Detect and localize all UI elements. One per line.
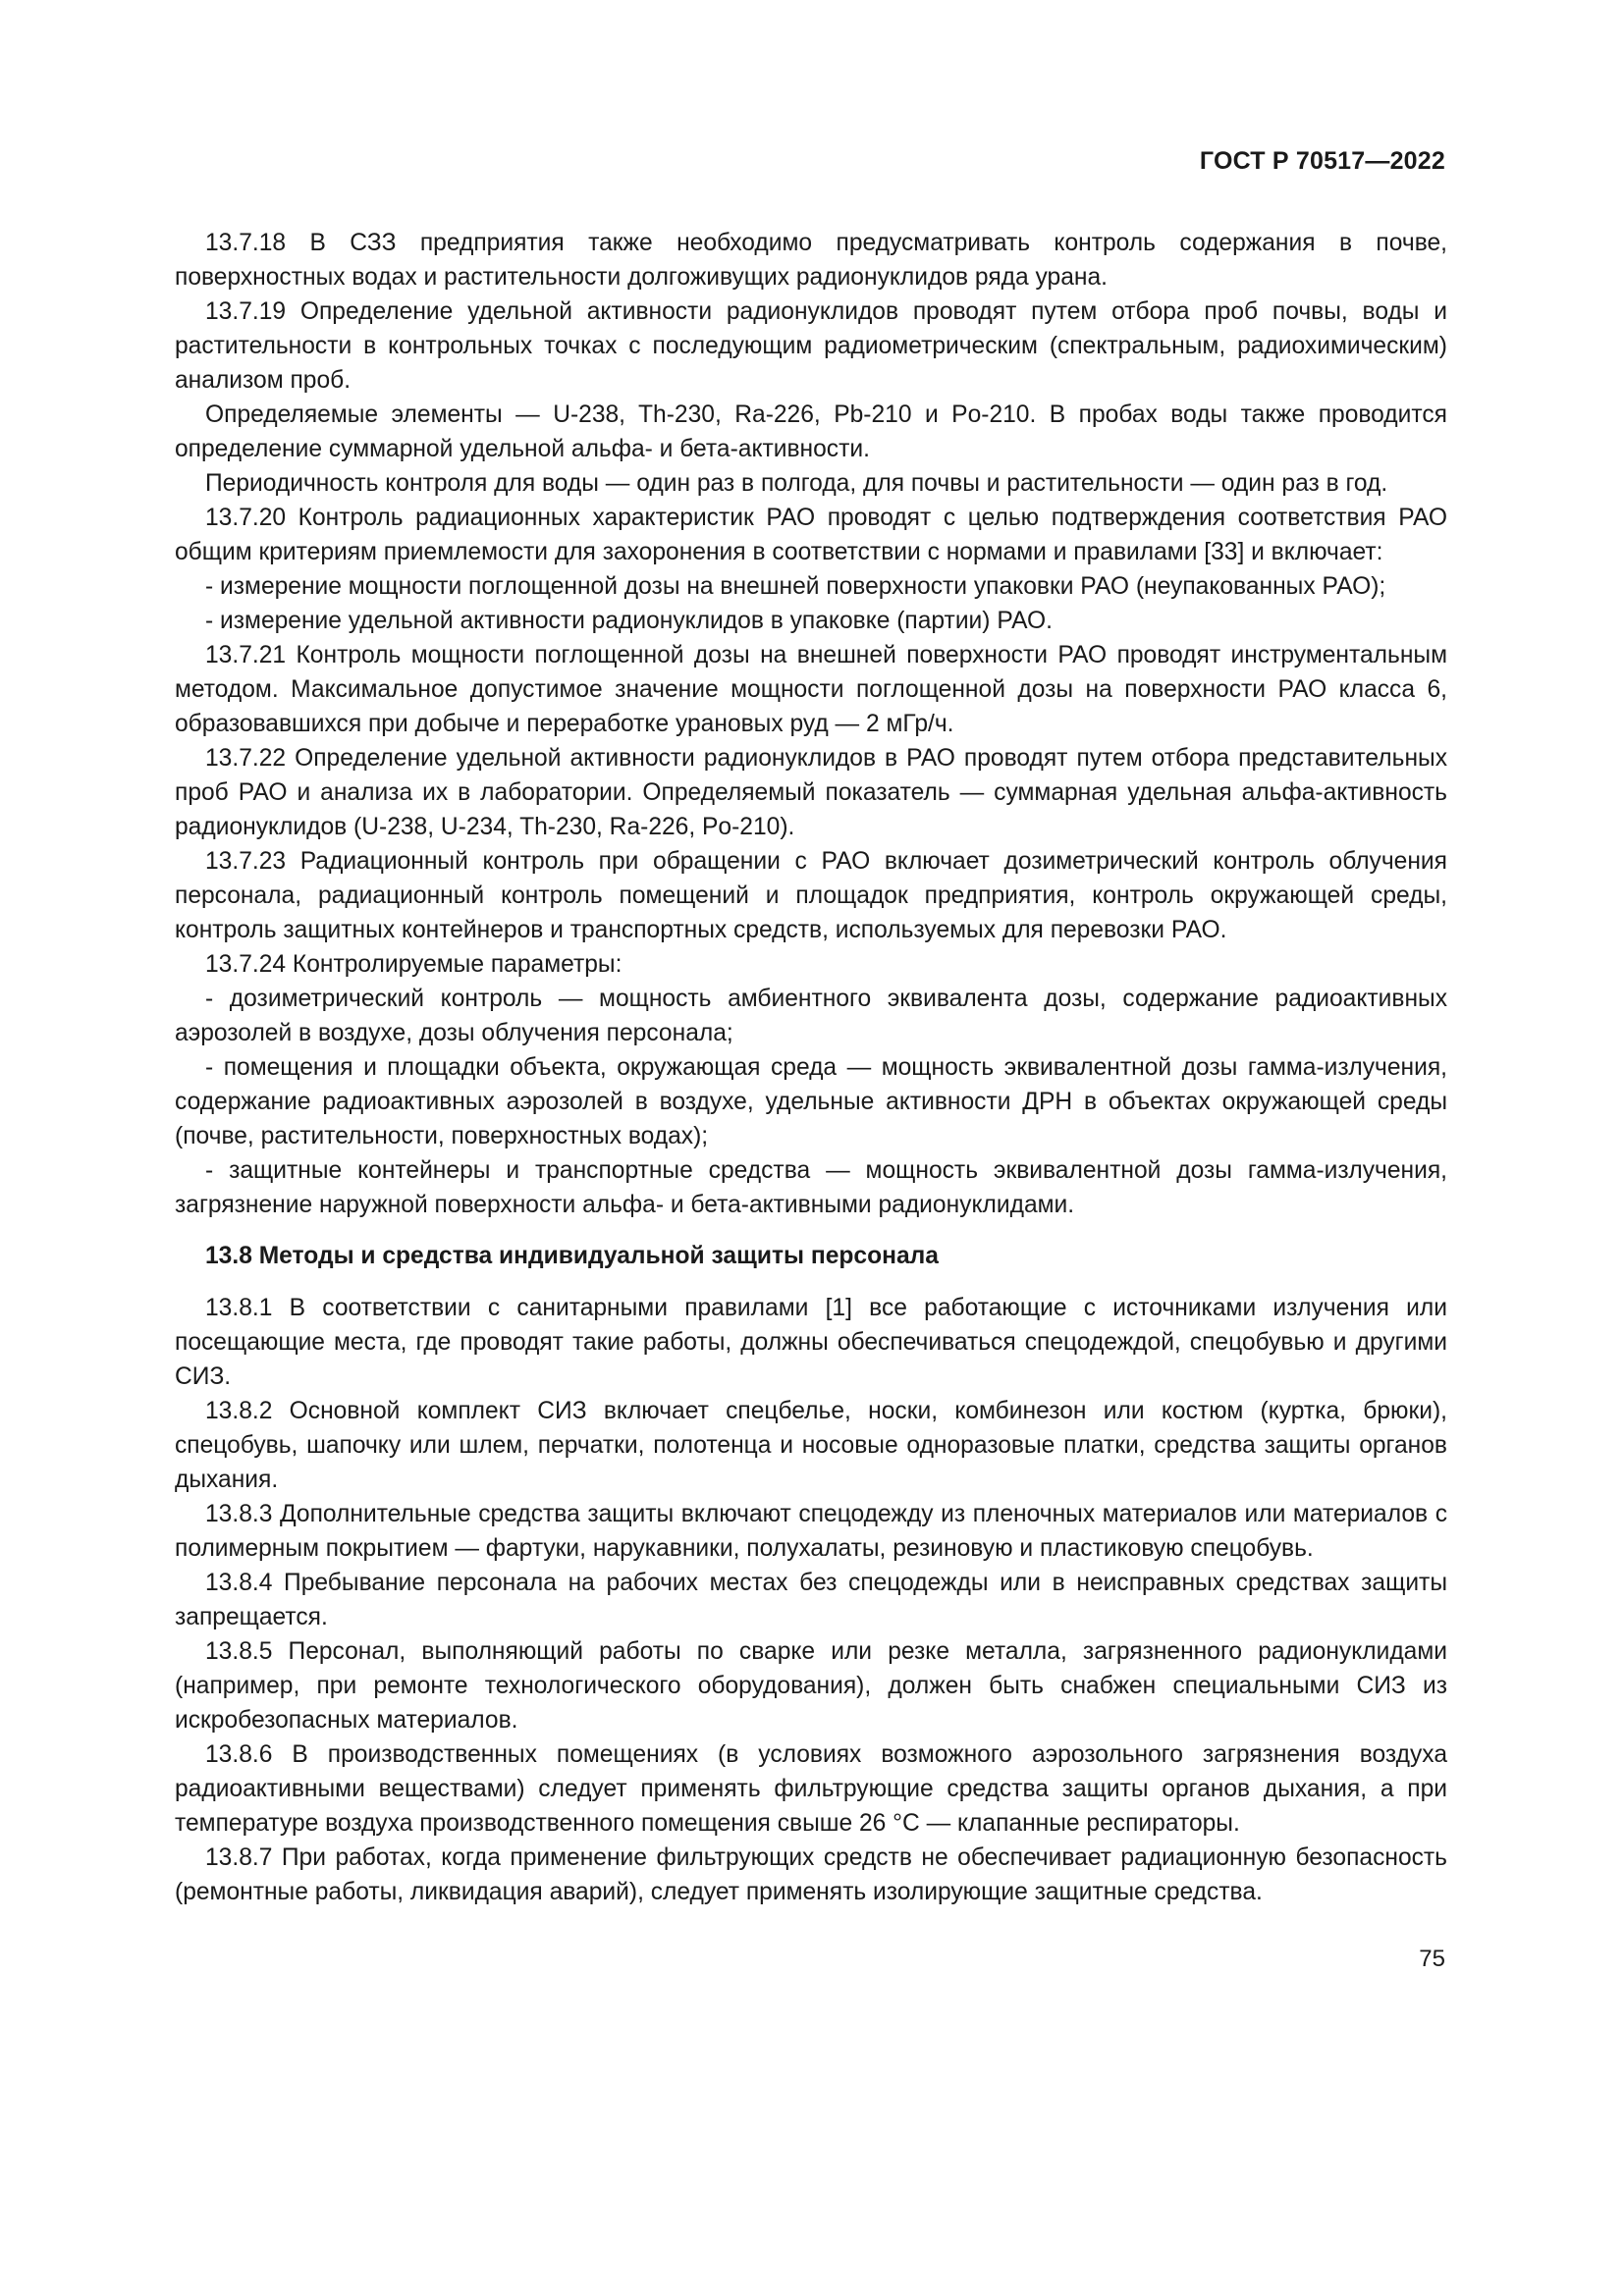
paragraph: 13.8.3 Дополнительные средства защиты включают спецодежду из пленочных материалов или материалов с полимерным покрытием — фартуки, нарукавники, полухалаты, резиновую и пластиковую спецобувь. [175,1501,1447,1562]
paragraph: 13.8.1 В соответствии с санитарными правилами [1] все работающие с источниками излучения или посещающие места, где проводят такие работы, должны обеспечиваться спецодеждой, спецобувью и другими СИЗ. [175,1295,1447,1390]
paragraph: 13.7.19 Определение удельной активности радионуклидов проводят путем отбора проб почвы, воды и растительности в контрольных точках с последующим радиометрическим (спектральным, радиохимическим) анализом проб. [175,298,1447,394]
paragraph: 13.7.23 Радиационный контроль при обращении с РАО включает дозиметрический контроль облучения персонала, радиационный контроль помещений и площадок предприятия, контроль окружающей среды, контроль защитных контейнеров и транспортных средств, используемых для перевозки РАО. [175,848,1447,943]
paragraph: 13.8.4 Пребывание персонала на рабочих местах без спецодежды или в неисправных средствах защиты запрещается. [175,1570,1447,1630]
list-item: - защитные контейнеры и транспортные средства — мощность эквивалентной дозы гамма-излучения, загрязнение наружной поверхности альфа- и бета-активными радионуклидами. [175,1157,1447,1218]
list-item: - измерение мощности поглощенной дозы на внешней поверхности упаковки РАО (неупакованных РАО); [205,573,1386,600]
paragraph: 13.8.7 При работах, когда применение фильтрующих средств не обеспечивает радиационную безопасность (ремонтные работы, ликвидация аварий), следует применять изолирующие защитные средства. [175,1844,1447,1905]
paragraph: 13.7.20 Контроль радиационных характеристик РАО проводят с целью подтверждения соответствия РАО общим критериям приемлемости для захоронения в соответствии с нормами и правилами [33] и включает: [175,505,1447,565]
paragraph: Определяемые элементы — U-238, Th-230, Ra-226, Pb-210 и Po-210. В пробах воды также проводится определение суммарной удельной альфа- и бета-активности. [175,401,1447,462]
paragraph: 13.8.6 В производственных помещениях (в условиях возможного аэрозольного загрязнения воздуха радиоактивными веществами) следует применять фильтрующие средства защиты органов дыхания, а при температуре воздуха производственного помещения свыше 26 °С — клапанные респираторы. [175,1741,1447,1837]
paragraph: Периодичность контроля для воды — один раз в полгода, для почвы и растительности — один раз в год. [205,470,1388,497]
section-13-8 [175,1291,1447,1909]
paragraph: 13.8.2 Основной комплект СИЗ включает спецбелье, носки, комбинезон или костюм (куртка, брюки), спецобувь, шапочку или шлем, перчатки, полотенца и носовые одноразовые платки, средства защиты органов дыхания. [175,1398,1447,1493]
list-item: - помещения и площадки объекта, окружающая среда — мощность эквивалентной дозы гамма-излучения, содержание радиоактивных аэрозолей в воздухе, удельные активности ДРН в объектах окружающей среды (почве, растительности, поверхностных водах); [175,1054,1447,1149]
paragraph: 13.7.22 Определение удельной активности радионуклидов в РАО проводят путем отбора представительных проб РАО и анализа их в лаборатории. Определяемый показатель — суммарная удельная альфа-активность радионуклидов (U-238, U-234, Th-230, Ra-226, Po-210). [175,745,1447,840]
section-13-7-continuation [175,226,1447,1222]
paragraph: 13.7.24 Контролируемые параметры: [205,951,623,978]
paragraph: 13.8.5 Персонал, выполняющий работы по сварке или резке металла, загрязненного радионуклидами (например, при ремонте технологического оборудования), должен быть снабжен специальными СИЗ из искробезопасных материалов. [175,1638,1447,1734]
section-heading: 13.8 Методы и средства индивидуальной защиты персонала [205,1243,939,1269]
document-body [175,226,1447,1909]
list-item: - дозиметрический контроль — мощность амбиентного эквивалента дозы, содержание радиоактивных аэрозолей в воздухе, дозы облучения персонала; [175,986,1447,1046]
paragraph: 13.7.18 В СЗЗ предприятия также необходимо предусматривать контроль содержания в почве, поверхностных водах и растительности долгоживущих радионуклидов ряда урана. [175,230,1447,291]
paragraph: 13.7.21 Контроль мощности поглощенной дозы на внешней поверхности РАО проводят инструментальным методом. Максимальное допустимое значение мощности поглощенной дозы на поверхности РАО класса 6, образовавшихся при добыче и переработке урановых руд — 2 мГр/ч. [175,642,1447,737]
list-item: - измерение удельной активности радионуклидов в упаковке (партии) РАО. [205,608,1053,634]
document-header: ГОСТ Р 70517—2022 [1199,147,1445,175]
page-number: 75 [1419,1946,1445,1972]
